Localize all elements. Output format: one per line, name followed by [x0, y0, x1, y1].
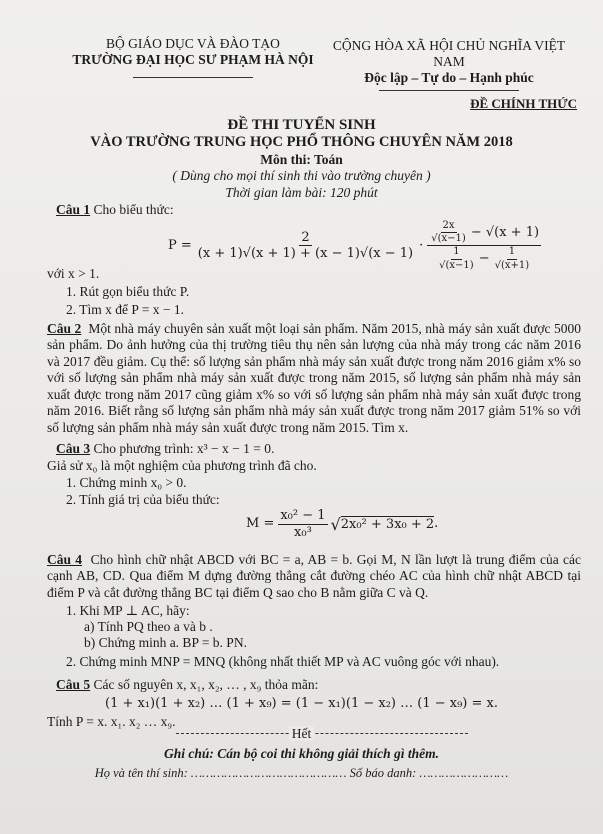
q3-assume: Giả sử x₀ là một nghiệm của phương trình đã cho.	[47, 458, 317, 473]
official-label: ĐỀ CHÍNH THỨC	[470, 96, 577, 111]
q1-lhs: P =	[168, 237, 192, 253]
q1-condition: với x > 1.	[47, 266, 100, 281]
q3-m-fraction	[278, 508, 327, 541]
q4-item1a: a) Tính PQ theo a và b .	[84, 619, 213, 634]
q4-item2: 2. Chứng minh MNP = MNQ (không nhất thiết MP và AC vuông góc với nhau).	[66, 654, 500, 669]
q3-m-end: .	[434, 516, 439, 532]
q3-m-numerator: x₀² − 1	[280, 508, 326, 523]
q3-m-lhs: M =	[246, 516, 275, 532]
q1-sub-b: − √(x + 1)	[470, 224, 540, 240]
q1-label: Câu 1	[56, 202, 91, 217]
q1-sub-d-num: 1	[507, 246, 517, 259]
q1-sub-a-num: 2x	[441, 220, 457, 233]
q4-item1b: b) Chứng minh a. BP = b. PN.	[84, 635, 247, 650]
q1-sub-fraction-a	[429, 220, 468, 245]
exam-title: ĐỀ THI TUYỂN SINH	[227, 117, 376, 133]
q5-compute: Tính P = x. x₁. x₂ … x₉.	[47, 714, 176, 729]
q4-text: Cho hình chữ nhật ABCD với BC = a, AB = b. Gọi M, N lần lượt là trung điểm của các cạnh AB, CD. Qua điểm M dựng đường thẳng cắt đường chéo AC của hình chữ nhật ABCD tại điểm P và cắt đường thẳng BC tại điểm Q sao cho B nằm giữa C và Q.	[47, 552, 581, 600]
q5-label: Câu 5	[56, 677, 91, 692]
applicability-note: ( Dùng cho mọi thí sinh thi vào trường chuyên )	[172, 168, 431, 184]
q3-header	[56, 441, 274, 457]
university-name: TRƯỜNG ĐẠI HỌC SƯ PHẠM HÀ NỘI	[72, 51, 314, 67]
candidate-info-line: Họ và tên thí sinh: …………………………………… Số báo danh: ……………………	[94, 766, 509, 780]
q3-m-denominator: x₀³	[294, 524, 312, 540]
q1-second-numerator	[427, 220, 541, 246]
q2-block	[47, 321, 581, 436]
q1-item2: 2. Tìm x để P = x − 1.	[66, 302, 184, 317]
q1-formula	[168, 220, 588, 272]
q1-item1: 1. Rút gọn biểu thức P.	[66, 284, 190, 299]
q5-intro: Các số nguyên x, x₁, x₂, … , x₉ thỏa mãn:	[93, 677, 319, 692]
q1-sub-d-den: √(x+1)	[494, 259, 530, 271]
q1-sub-c-den: √(x−1)	[439, 259, 474, 271]
q1-cdot: ·	[419, 237, 424, 253]
q1-sub-a-den: √(x−1)	[431, 233, 466, 245]
q4-block	[47, 552, 581, 601]
q3-item1: 1. Chứng minh x₀ > 0.	[66, 475, 187, 490]
q5-header	[56, 677, 318, 693]
motto: Độc lập – Tự do – Hạnh phúc	[364, 69, 534, 85]
exam-subtitle: VÀO TRƯỜNG TRUNG HỌC PHỔ THÔNG CHUYÊN NĂM 2018	[90, 134, 513, 151]
ministry-name: BỘ GIÁO DỤC VÀ ĐÀO TẠO	[106, 36, 280, 51]
q1-main-numerator: 2	[301, 229, 310, 245]
footer-end: Hết	[289, 726, 315, 741]
header-right-underline	[379, 90, 519, 91]
q1-intro: Cho biểu thức:	[93, 202, 174, 217]
q1-sub-c-num: 1	[451, 246, 461, 259]
q3-item2: 2. Tính giá trị của biểu thức:	[66, 492, 220, 507]
header-left	[62, 36, 324, 78]
q1-header	[56, 202, 174, 218]
q3-formula	[246, 508, 438, 541]
title-block	[0, 116, 603, 201]
q4-label: Câu 4	[47, 552, 83, 567]
q1-main-fraction	[196, 230, 415, 263]
footer-note: Ghi chú: Cán bộ coi thi không giải thích gì thêm.	[164, 746, 439, 761]
q5-equation: (1 + x₁)(1 + x₂) … (1 + x₉) = (1 − x₁)(1 − x₂) … (1 − x₉) = x.	[105, 696, 498, 711]
q3-m-sqrt: 2x₀² + 3x₀ + 2	[340, 516, 435, 532]
q3-intro: Cho phương trình: x³ − x − 1 = 0.	[93, 441, 275, 456]
q3-label: Câu 3	[56, 441, 91, 456]
time-limit: Thời gian làm bài: 120 phút	[225, 184, 378, 200]
subject: Môn thi: Toán	[260, 151, 343, 167]
q1-second-fraction	[427, 220, 541, 272]
header-right	[318, 38, 580, 91]
country-name: CỘNG HÒA XÃ HỘI CHỦ NGHĨA VIỆT NAM	[332, 38, 566, 69]
q1-second-denominator	[435, 246, 533, 271]
q2-label: Câu 2	[47, 321, 82, 336]
q1-sub-fraction-c	[437, 246, 476, 271]
q2-text: Một nhà máy chuyên sản xuất một loại sản phẩm. Năm 2015, nhà máy sản xuất được 5000 sản phẩm. Do ảnh hưởng của thị trường tiêu thụ nên sản lượng của nhà máy trong các năm 2016 và 2017 đều giảm. Cụ thể: số lượng sản phẩm nhà máy sản xuất được trong năm 2016 giảm x% so với số lượng sản phẩm nhà máy sản xuất được trong năm 2015, số lượng sản phẩm nhà máy sản xuất được trong năm 2017 cũng giảm x% so với số lượng sản phẩm nhà máy sản xuất được trong năm 2016. Biết rằng số lượng sản phẩm nhà máy sản xuất được trong năm 2017 giảm 51% so với số lượng sản phẩm nhà máy sản xuất được trong năm 2015. Tìm x.	[47, 321, 582, 435]
q1-main-denominator: (x + 1)√(x + 1) + (x − 1)√(x − 1)	[197, 246, 414, 262]
q3-sqrt-sign: √	[330, 514, 341, 534]
footer-end-wrap	[0, 726, 603, 742]
q1-sub-fraction-d	[493, 246, 532, 271]
q4-item1: 1. Khi MP ⊥ AC, hãy:	[66, 603, 190, 618]
q1-sub-minus: −	[478, 251, 490, 267]
header-left-underline	[133, 77, 253, 78]
